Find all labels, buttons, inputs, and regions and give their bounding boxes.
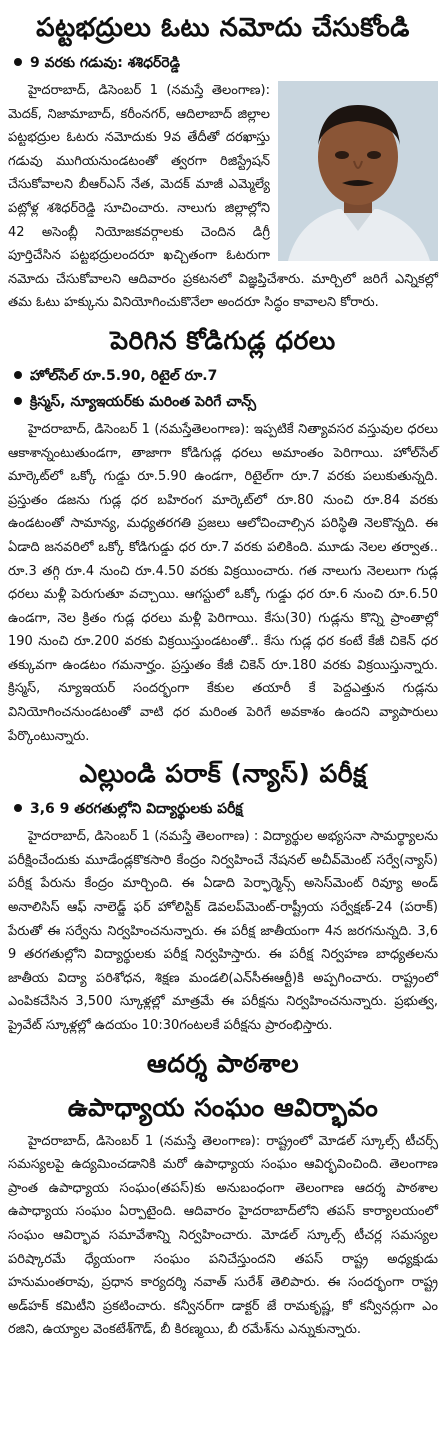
portrait-illustration: [278, 81, 438, 261]
portrait-photo: [278, 81, 438, 261]
bullet-dot-icon: [14, 58, 22, 66]
article3-headline: ఎల్లుండి పరాక్ (న్యాస్) పరీక్ష: [79, 759, 367, 789]
bullet-dot-icon: [14, 804, 22, 812]
article4-headline-line1: ఆదర్శ పాఠశాల: [146, 1048, 300, 1078]
article1-section: [8, 79, 438, 315]
article2-bullet-1-text: హోల్‌సేల్ రూ.5.90, రిటైల్ రూ.7: [30, 367, 218, 384]
bullet-dot-icon: [14, 371, 22, 379]
article3-bullet-text: 3,6 9 తరగతుల్లోని విద్యార్థులకు పరీక్ష: [30, 801, 243, 818]
article1-headline: పట్టభద్రులు ఓటు నమోదు చేసుకోండి: [36, 13, 410, 43]
article3-bullet: [12, 799, 438, 819]
article2-bullet-2: [12, 392, 438, 412]
article3-body: హైదరాబాద్, డిసెంబర్ 1 (నమస్తే తెలంగాణ) : విద్యార్థుల అభ్యసనా సామర్థ్యాలను పరీక్షించేందుకు మూడేండ్లకొకసారి కేంద్రం నిర్వహించే నేషనల్ అచీవ్‌మెంట్ సర్వే(న్యాస్) పరీక్ష పేరును కేంద్రం మార్చింది. ఈ ఏడాది పెర్ఫార్మెన్స్ అసెస్‌మెంట్ రివ్యూ అండ్ అనాలిసిస్ ఆఫ్ నాలెడ్జ్ ఫర్ హోలిస్టిక్ డెవలప్‌మెంట్-రాష్ట్రీయ సర్వేక్షణ్-24 (పరాక్) పేరుతో ఈ సర్వేను నిర్వహించనున్నారు. ఈ పరీక్ష జాతీయంగా 4న జరగనున్నది. 3,6 9 తరగతుల్లోని విద్యార్థులకు పరీక్ష నిర్వహిస్తారు. ఈ పరీక్ష నిర్వహణ బాధ్యతలను జాతీయ విద్యా పరిశోధన, శిక్షణ మండలి(ఎన్‌సీఈఆర్టీ)కి అప్పగించారు. రాష్ట్రంలో ఎంపికచేసిన 3,500 స్కూళ్లల్లో మాత్రమే ఈ పరీక్షను నిర్వహించనున్నారు. ప్రభుత్వ, ప్రైవేట్ స్కూళ్లల్లో ఉదయం 10:30గంటలకే పరీక్షను ప్రారంభిస్తారు.: [8, 829, 438, 1033]
bullet-dot-icon: [14, 397, 22, 405]
article4-headline-line2: ఉపాధ్యాయ సంఘం ఆవిర్భావం: [67, 1092, 379, 1122]
article2-headline: పెరిగిన కోడిగుడ్ల ధరలు: [110, 325, 336, 355]
article1-bullet: [12, 53, 438, 73]
article2-bullet-2-text: క్రిస్మస్, న్యూఇయర్‌కు మరింత పెరిగే చాన్స్: [30, 393, 257, 410]
article2-bullet-1: [12, 366, 438, 386]
article2-body: హైదరాబాద్, డిసెంబర్ 1 (నమస్తేతెలంగాణ): ఇప్పటికే నిత్యావసర వస్తువుల ధరలు ఆకాశాన్నంటుతుండగా, తాజాగా కోడిగుడ్ల ధరలు అమాంతం పెరిగాయి. హోల్‌సేల్ మార్కెట్‌లో ఒక్కో గుడ్డు రూ.5.90 ఉండగా, రిటైల్‌గా రూ.7 వరకు పలుకుతున్నది. ప్రస్తుతం డజను గుడ్ల ధర బహిరంగ మార్కెట్‌లో రూ.80 నుంచి రూ.84 వరకు ఉండటంతో సామాన్య, మధ్యతరగతి ప్రజలు ఆలోచించాల్సిన పరిస్థితి నెలకొన్నది. ఈ ఏడాది జనవరిలో ఒక్కో కోడిగుడ్డు ధర రూ.7 వరకు పలికింది. మూడు నెలల తర్వాత.. రూ.3 తగ్గి రూ.4 నుంచి రూ.4.50 వరకు విక్రయించారు. గత నాలుగు నెలలుగా గుడ్ల ధరలు మళ్లీ పెరుగుతూ వచ్చాయి. ఆగస్టులో ఒక్కో గుడ్డు ధర రూ.6 నుంచి రూ.6.50 ఉండగా, నెల క్రితం గుడ్ల ధరలు మళ్లీ పెరిగాయి. కేసు(30) గుడ్లను కొన్ని ప్రాంతాల్లో 190 నుంచి రూ.200 వరకు విక్రయిస్తుండటంతో.. కేసు గుడ్ల ధర కంటే కేజీ చికెన్ ధర తక్కువగా ఉండటం గమనార్హం. ప్రస్తుతం కేజీ చికెన్ రూ.180 వరకు విక్రయిస్తున్నారు. క్రిస్మస్, న్యూఇయర్ సందర్భంగా కేకుల తయారీ కే పెద్దఎత్తున గుడ్లను వినియోగించనుండటంతో వాటి ధర మరింత పెరిగే అవకాశం ఉందని వ్యాపారులు పేర్కొంటున్నారు.: [8, 421, 438, 744]
article1-bullet-text: 9 వరకు గడువు: శశిధర్‌రెడ్డి: [30, 55, 180, 71]
article4-body: హైదరాబాద్, డిసెంబర్ 1 (నమస్తే తెలంగాణ): రాష్ట్రంలో మోడల్ స్కూల్స్ టీచర్స్ సమస్యలపై ఉద్యమించడానికి మరో ఉపాధ్యాయ సంఘం ఆవిర్భవించింది. తెలంగాణ ప్రాంత ఉపాధ్యాయ సంఘం(తపస్)కు అనుబంధంగా తెలంగాణ ఆదర్శ పాఠశాల ఉపాధ్యాయ సంఘం ఏర్పాటైంది. ఆదివారం హైదరాబాద్‌లోని తపస్ కార్యాలయంలో సంఘం ఆవిర్భావ సమావేశాన్ని నిర్వహించారు. మోడల్ స్కూల్స్ టీచర్ల సమస్యల పరిష్కారమే ధ్యేయంగా సంఘం పనిచేస్తుందని తపస్ రాష్ట్ర అధ్యక్షుడు హనుమంతరావు, ప్రధాన కార్యదర్శి నవాత్ సురేశ్ తెలిపారు. ఈ సందర్భంగా రాష్ట్ర అడ్‌హక్ కమిటీని ప్రకటించారు. కన్వీనర్‌గా డాక్టర్ జే రామకృష్ణ, కో కన్వీనర్లుగా ఎం రజిని, ఉయ్యాల వెంకటేశ్‌గౌడ్, బీ కిరణ్మయి, బీ రమేశ్‌ను ఎన్నుకున్నారు.: [8, 1133, 438, 1338]
article1-body: హైదరాబాద్, డిసెంబర్ 1 (నమస్తే తెలంగాణ): మెదక్, నిజామాబాద్, కరీంనగర్, ఆదిలాబాద్ జిల్లాల పట్టభద్రుల ఓటరు నమోదుకు 9వ తేదీతో దరఖాస్తు గడువు ముగియనుండటంతో త్వరగా రిజిస్ట్రేషన్ చేసుకోవాలని బీఆర్‌ఎస్ నేత, మెదక్ మాజీ ఎమ్మెల్యే పట్లోళ్ల శశిధర్‌రెడ్డి సూచించారు. నాలుగు జిల్లాల్లోని 42 అసెంబ్లీ నియోజకవర్గాలకు చెందిన డిగ్రీ పూర్తిచేసిన పట్టభద్రులందరూ ఖచ్చితంగా ఓటరుగా నమోదు చేసుకోవాలని ఆదివారం ప్రకటనలో విజ్ఞప్తిచేశారు. మార్చిలో జరిగే ఎన్నికల్లో తమ ఓటు హక్కును వినియోగించుకొనేలా అందరూ సిద్ధం కావాలని కోరారు.: [8, 83, 438, 311]
